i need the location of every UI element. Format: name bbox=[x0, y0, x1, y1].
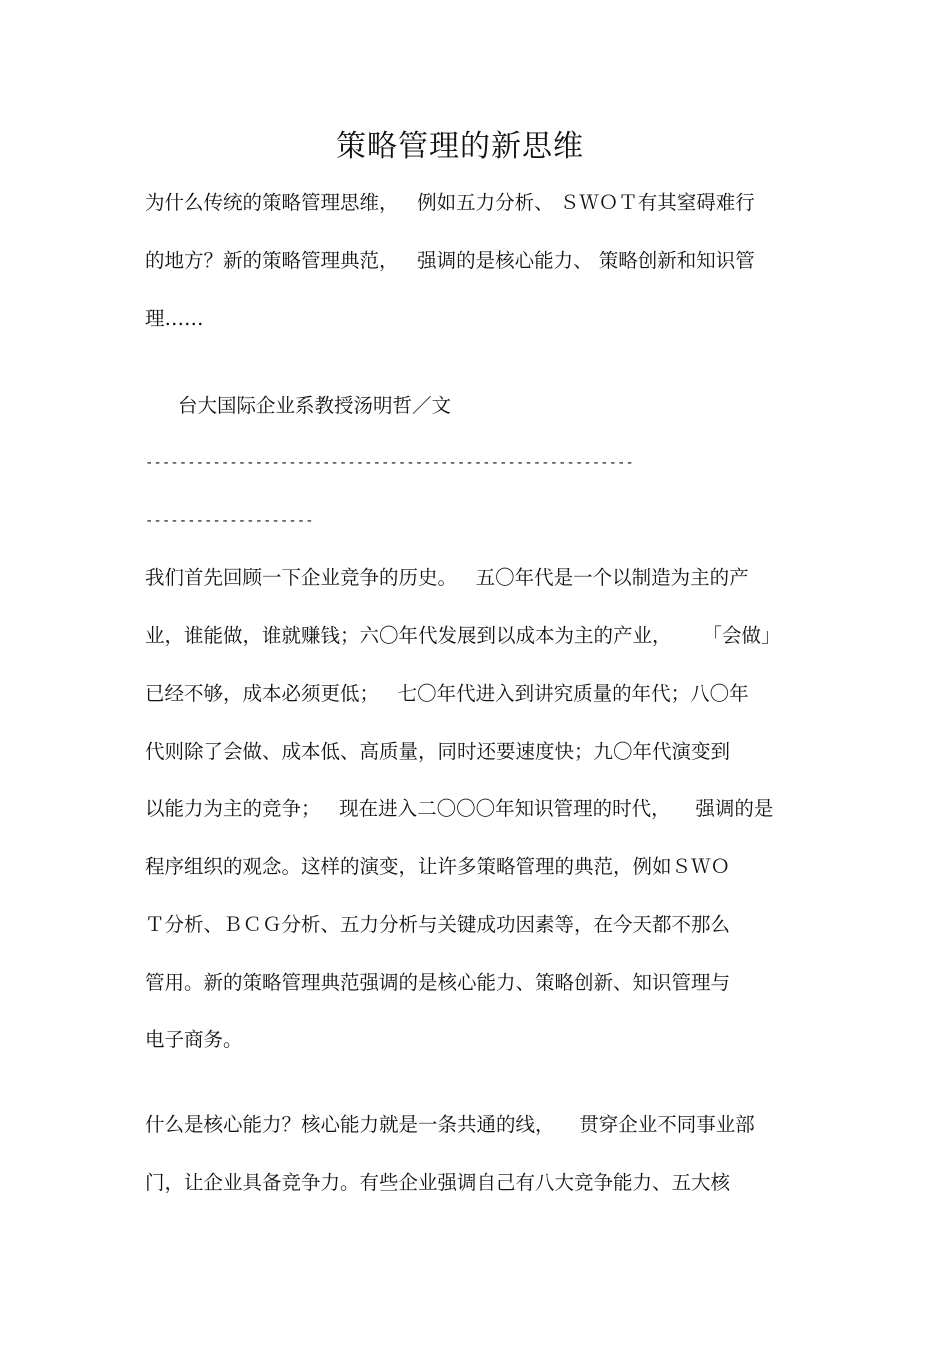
paragraph-line: Ｔ分析、ＢＣＧ分析、五力分析与关键成功因素等，在今天都不那么 bbox=[145, 913, 731, 936]
byline: 台大国际企业系教授汤明哲／文 bbox=[178, 394, 452, 417]
paragraph-line: 门，让企业具备竞争力。有些企业强调自己有八大竞争能力、五大核 bbox=[145, 1171, 731, 1194]
paragraph-line: 已经不够，成本必须更低； 七〇年代进入到讲究质量的年代；八〇年 bbox=[145, 682, 749, 705]
intro-line: 的地方？新的策略管理典范， 强调的是核心能力、 策略创新和知识管 bbox=[145, 249, 755, 272]
paragraph-line: 程序组织的观念。这样的演变，让许多策略管理的典范，例如ＳＷＯ bbox=[145, 855, 731, 878]
paragraph-line: 管用。新的策略管理典范强调的是核心能力、策略创新、知识管理与 bbox=[145, 971, 731, 994]
paragraph-line: 电子商务。 bbox=[145, 1028, 243, 1051]
paragraph-line: 以能力为主的竞争； 现在进入二〇〇〇年知识管理的时代， 强调的是 bbox=[145, 797, 774, 820]
separator-line: -------------------- bbox=[145, 513, 314, 529]
intro-line: 为什么传统的策略管理思维， 例如五力分析、 ＳＷＯＴ有其窒碍难行 bbox=[145, 191, 755, 214]
intro-line: 理…… bbox=[145, 307, 204, 330]
separator-line: ---------------------------------------------------------- bbox=[145, 455, 634, 471]
paragraph-line: 我们首先回顾一下企业竞争的历史。 五〇年代是一个以制造为主的产 bbox=[145, 566, 749, 589]
paragraph-line: 代则除了会做、成本低、高质量，同时还要速度快；九〇年代演变到 bbox=[145, 740, 731, 763]
paragraph-line: 业，谁能做，谁就赚钱；六〇年代发展到以成本为主的产业， 「会做」 bbox=[145, 624, 781, 647]
paragraph-line: 什么是核心能力？核心能力就是一条共通的线， 贯穿企业不同事业部 bbox=[145, 1113, 755, 1136]
document-title: 策略管理的新思维 bbox=[336, 129, 584, 164]
